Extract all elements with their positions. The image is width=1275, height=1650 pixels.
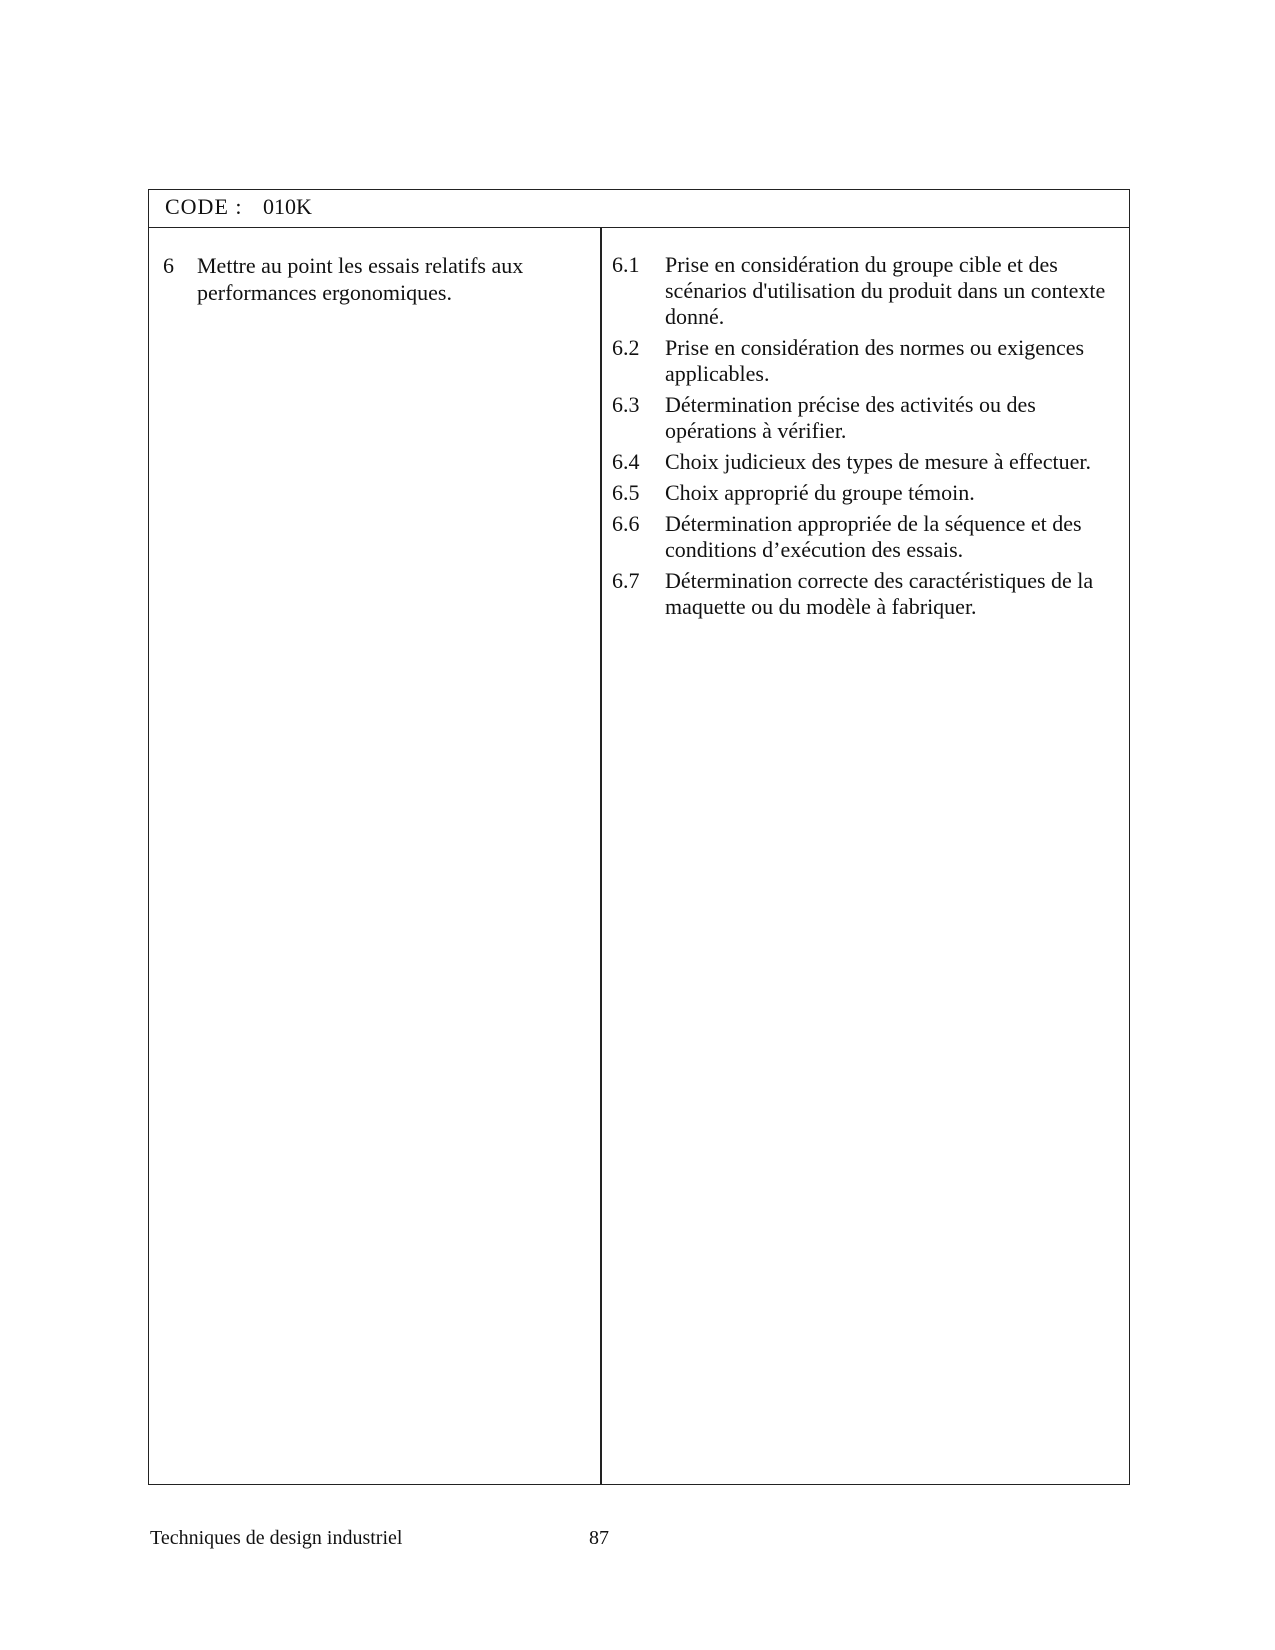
criterion-item — [612, 511, 1122, 563]
criterion-number: 6.2 — [612, 335, 640, 360]
criterion-text: Détermination appropriée de la séquence et des conditions d’exécution des essais. — [665, 511, 1082, 562]
criterion-text: Choix judicieux des types de mesure à effectuer. — [665, 449, 1092, 474]
criterion-text: Prise en considération des normes ou exigences applicables. — [665, 335, 1085, 386]
code-label: CODE : — [165, 194, 243, 219]
criterion-text: Détermination précise des activités ou des opérations à vérifier. — [665, 392, 1036, 443]
footer-title: Techniques de design industriel — [150, 1527, 403, 1549]
code-value: 010K — [263, 194, 312, 219]
criterion-item — [612, 449, 1122, 475]
code-header — [149, 190, 1129, 228]
criterion-number: 6.6 — [612, 511, 640, 536]
page-number: 87 — [589, 1527, 609, 1549]
criterion-number: 6.4 — [612, 449, 640, 474]
criterion-text: Prise en considération du groupe cible et des scénarios d'utilisation du produit dans un contexte donné. — [665, 252, 1106, 329]
competency-table — [148, 189, 1130, 1485]
element-text: Mettre au point les essais relatifs aux performances ergonomiques. — [197, 253, 524, 305]
criterion-item — [612, 252, 1122, 330]
element-number: 6 — [163, 253, 174, 278]
criterion-item — [612, 480, 1122, 506]
criterion-item — [612, 335, 1122, 387]
criterion-number: 6.5 — [612, 480, 640, 505]
criterion-number: 6.3 — [612, 392, 640, 417]
criterion-number: 6.7 — [612, 568, 640, 593]
criterion-item — [612, 568, 1122, 620]
criterion-item — [612, 392, 1122, 444]
criterion-text: Détermination correcte des caractéristiques de la maquette ou du modèle à fabriquer. — [665, 568, 1094, 619]
column-divider — [600, 228, 602, 1484]
criteria-column — [612, 252, 1122, 625]
criterion-text: Choix approprié du groupe témoin. — [665, 480, 975, 505]
criterion-number: 6.1 — [612, 252, 640, 277]
